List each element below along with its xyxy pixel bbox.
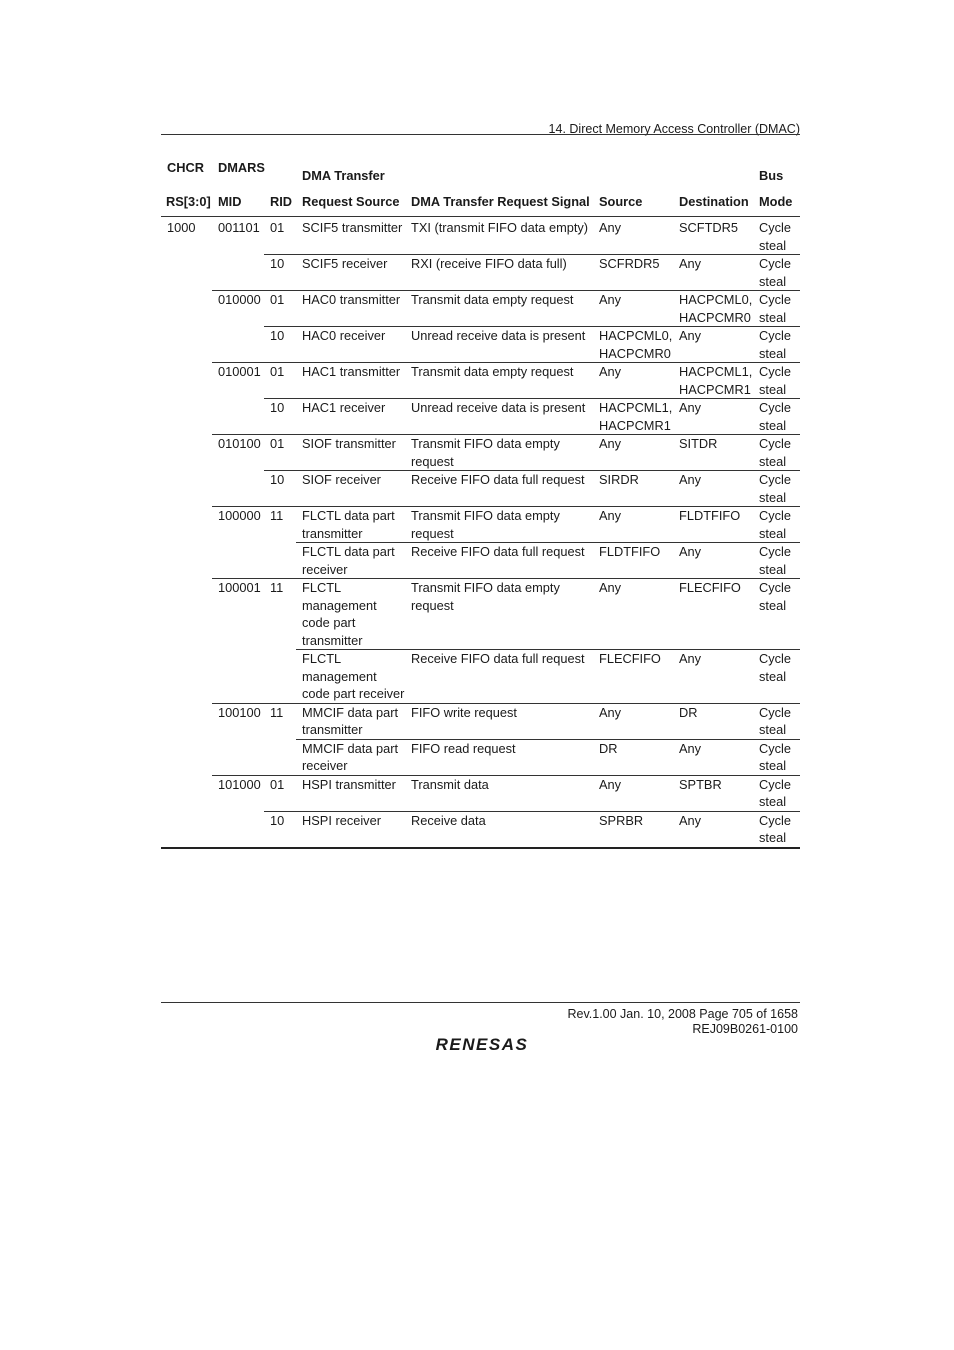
rid-cell: 11 <box>270 704 284 720</box>
request-source-cell: SIOF transmitter <box>296 435 405 471</box>
request-source-cell: FLCTL management code part receiver <box>296 650 405 704</box>
signal-cell: FIFO read request <box>405 739 593 775</box>
source-cell: SCFRDR5 <box>593 255 673 291</box>
bus-mode-cell: Cycle steal <box>753 399 800 435</box>
signal-cell: Receive FIFO data full request <box>405 471 593 507</box>
page-footer <box>161 1007 798 1037</box>
mid-cell <box>212 255 264 291</box>
header-empty <box>593 159 673 185</box>
rid-cell: 10 <box>264 399 296 435</box>
destination-cell: Any <box>673 739 753 775</box>
source-cell: Any <box>593 775 673 811</box>
rid-cell: 10 <box>264 811 296 848</box>
bus-mode-cell: Cycle steal <box>753 255 800 291</box>
rs-cell <box>161 435 212 471</box>
rs-cell: 1000 <box>167 220 196 235</box>
destination-cell: SITDR <box>673 435 753 471</box>
header-empty <box>405 159 593 185</box>
renesas-logo <box>422 1034 542 1054</box>
destination-cell: DR <box>673 703 753 739</box>
destination-cell: FLECFIFO <box>673 579 753 650</box>
header-rs: RS[3:0] <box>161 185 212 217</box>
table-row <box>161 471 800 507</box>
request-source-cell: HAC0 receiver <box>296 327 405 363</box>
source-cell: FLECFIFO <box>593 650 673 704</box>
bus-mode-cell: Cycle steal <box>753 217 800 255</box>
source-cell: HACPCML0, HACPCMR0 <box>593 327 673 363</box>
table-row <box>161 435 800 471</box>
mid-cell: 100000 <box>218 508 261 523</box>
mid-cell <box>212 739 264 775</box>
revision-line: Rev.1.00 Jan. 10, 2008 Page 705 of 1658 <box>567 1007 798 1021</box>
mid-cell: 101000 <box>218 776 261 792</box>
header-rule <box>161 134 800 135</box>
mid-cell: 100100 <box>218 704 261 720</box>
header-bus-1: Bus <box>759 168 784 183</box>
document-code: REJ09B0261-0100 <box>692 1022 798 1036</box>
running-header: 14. Direct Memory Access Controller (DMAC) <box>548 122 800 136</box>
source-cell: Any <box>593 703 673 739</box>
destination-cell: FLDTFIFO <box>673 507 753 543</box>
rid-cell: 01 <box>264 435 296 471</box>
destination-cell: Any <box>673 327 753 363</box>
bus-mode-cell: Cycle steal <box>753 579 800 650</box>
signal-cell: Transmit data empty request <box>405 363 593 399</box>
bus-mode-cell: Cycle steal <box>753 739 800 775</box>
table-row <box>161 255 800 291</box>
source-cell: HACPCML1, HACPCMR1 <box>593 399 673 435</box>
signal-cell: Transmit FIFO data empty request <box>405 579 593 650</box>
destination-cell: Any <box>673 811 753 848</box>
rs-cell <box>161 327 212 363</box>
mid-cell <box>212 543 264 579</box>
rid-cell: 11 <box>270 508 284 523</box>
dmac-table <box>161 159 800 849</box>
signal-cell: Unread receive data is present <box>405 399 593 435</box>
header-row-1 <box>161 159 800 185</box>
table-row <box>161 579 800 650</box>
signal-cell: Transmit data <box>405 775 593 811</box>
destination-cell: Any <box>673 399 753 435</box>
request-source-cell: FLCTL data part transmitter <box>296 507 405 543</box>
destination-cell: Any <box>673 471 753 507</box>
request-source-cell: HSPI receiver <box>296 811 405 848</box>
rid-cell: 01 <box>264 363 296 399</box>
mid-cell: 100001 <box>218 580 261 595</box>
rs-cell <box>161 363 212 399</box>
table-row <box>161 217 800 255</box>
mid-cell: 010000 <box>218 292 261 307</box>
rs-cell <box>161 291 212 327</box>
source-cell: Any <box>593 291 673 327</box>
rs-cell <box>161 703 212 739</box>
request-source-cell: SIOF receiver <box>296 471 405 507</box>
request-source-cell: HAC1 receiver <box>296 399 405 435</box>
mid-cell: 010100 <box>218 436 261 451</box>
signal-cell: Transmit data empty request <box>405 291 593 327</box>
table-row <box>161 363 800 399</box>
source-cell: SPRBR <box>593 811 673 848</box>
rid-cell <box>264 739 296 775</box>
mid-cell: 010001 <box>218 364 261 379</box>
rid-cell: 10 <box>264 327 296 363</box>
header-mid: MID <box>212 185 264 217</box>
rs-cell <box>161 775 212 811</box>
header-empty <box>673 159 753 185</box>
request-source-cell: FLCTL data part receiver <box>296 543 405 579</box>
footer-rule <box>161 1002 800 1003</box>
destination-cell: HACPCML1, HACPCMR1 <box>673 363 753 399</box>
bus-mode-cell: Cycle steal <box>753 650 800 704</box>
rs-cell <box>161 507 212 543</box>
header-row-2 <box>161 185 800 217</box>
destination-cell: HACPCML0, HACPCMR0 <box>673 291 753 327</box>
header-destination: Destination <box>673 185 753 217</box>
signal-cell: TXI (transmit FIFO data empty) <box>405 217 593 255</box>
table-row <box>161 291 800 327</box>
bus-mode-cell: Cycle steal <box>753 327 800 363</box>
table-row <box>161 507 800 543</box>
rid-cell: 10 <box>264 471 296 507</box>
signal-cell: Transmit FIFO data empty request <box>405 435 593 471</box>
signal-cell: Transmit FIFO data empty request <box>405 507 593 543</box>
request-source-cell: MMCIF data part transmitter <box>296 703 405 739</box>
rid-cell <box>264 650 296 704</box>
rs-cell <box>161 471 212 507</box>
mid-cell <box>212 471 264 507</box>
table-row <box>161 650 800 704</box>
mid-cell <box>212 327 264 363</box>
source-cell: Any <box>593 435 673 471</box>
rs-cell <box>161 650 212 704</box>
table-row <box>161 399 800 435</box>
rid-cell: 01 <box>264 291 296 327</box>
bus-mode-cell: Cycle steal <box>753 435 800 471</box>
header-source: Source <box>593 185 673 217</box>
bus-mode-cell: Cycle steal <box>753 291 800 327</box>
rid-cell: 10 <box>264 255 296 291</box>
table-row <box>161 775 800 811</box>
bus-mode-cell: Cycle steal <box>753 507 800 543</box>
table-row <box>161 327 800 363</box>
table-row <box>161 543 800 579</box>
source-cell: Any <box>593 363 673 399</box>
signal-cell: Receive FIFO data full request <box>405 543 593 579</box>
request-source-cell: SCIF5 transmitter <box>296 217 405 255</box>
signal-cell: RXI (receive FIFO data full) <box>405 255 593 291</box>
header-chcr: CHCR <box>167 160 204 175</box>
signal-cell: Receive FIFO data full request <box>405 650 593 704</box>
header-request-source-1: DMA Transfer <box>302 168 385 183</box>
rs-cell <box>161 811 212 848</box>
source-cell: Any <box>593 507 673 543</box>
signal-cell: FIFO write request <box>405 703 593 739</box>
header-rid: RID <box>264 185 296 217</box>
header-bus-2: Mode <box>753 185 800 217</box>
request-source-cell: HSPI transmitter <box>296 775 405 811</box>
mid-cell <box>212 650 264 704</box>
rid-cell: 01 <box>264 217 296 255</box>
renesas-logo-text: RENESAS <box>435 1035 529 1054</box>
bus-mode-cell: Cycle steal <box>753 543 800 579</box>
destination-cell: SPTBR <box>673 775 753 811</box>
source-cell: DR <box>593 739 673 775</box>
source-cell: FLDTFIFO <box>593 543 673 579</box>
signal-cell: Unread receive data is present <box>405 327 593 363</box>
mid-cell <box>212 399 264 435</box>
table-body <box>161 217 800 848</box>
source-cell: Any <box>593 579 673 650</box>
bus-mode-cell: Cycle steal <box>753 775 800 811</box>
request-source-cell: SCIF5 receiver <box>296 255 405 291</box>
table-row <box>161 703 800 739</box>
table-row <box>161 739 800 775</box>
rs-cell <box>161 543 212 579</box>
destination-cell: Any <box>673 255 753 291</box>
destination-cell: SCFTDR5 <box>673 217 753 255</box>
table-row <box>161 811 800 848</box>
mid-cell: 001101 <box>218 220 260 235</box>
destination-cell: Any <box>673 650 753 704</box>
rs-cell <box>161 579 212 650</box>
source-cell: Any <box>593 217 673 255</box>
destination-cell: Any <box>673 543 753 579</box>
header-request-source-2: Request Source <box>296 185 405 217</box>
dmac-request-table <box>161 159 800 849</box>
bus-mode-cell: Cycle steal <box>753 703 800 739</box>
source-cell: SIRDR <box>593 471 673 507</box>
request-source-cell: HAC0 transmitter <box>296 291 405 327</box>
rs-cell <box>161 399 212 435</box>
rs-cell <box>161 739 212 775</box>
rs-cell <box>161 255 212 291</box>
bus-mode-cell: Cycle steal <box>753 811 800 848</box>
bus-mode-cell: Cycle steal <box>753 363 800 399</box>
bus-mode-cell: Cycle steal <box>753 471 800 507</box>
request-source-cell: HAC1 transmitter <box>296 363 405 399</box>
header-dmars: DMARS <box>218 160 265 175</box>
mid-cell <box>212 811 264 848</box>
request-source-cell: FLCTL management code part transmitter <box>296 579 405 650</box>
rid-cell: 11 <box>270 580 284 595</box>
request-source-cell: MMCIF data part receiver <box>296 739 405 775</box>
header-signal: DMA Transfer Request Signal <box>405 185 593 217</box>
rid-cell <box>264 543 296 579</box>
signal-cell: Receive data <box>405 811 593 848</box>
rid-cell: 01 <box>264 775 296 811</box>
